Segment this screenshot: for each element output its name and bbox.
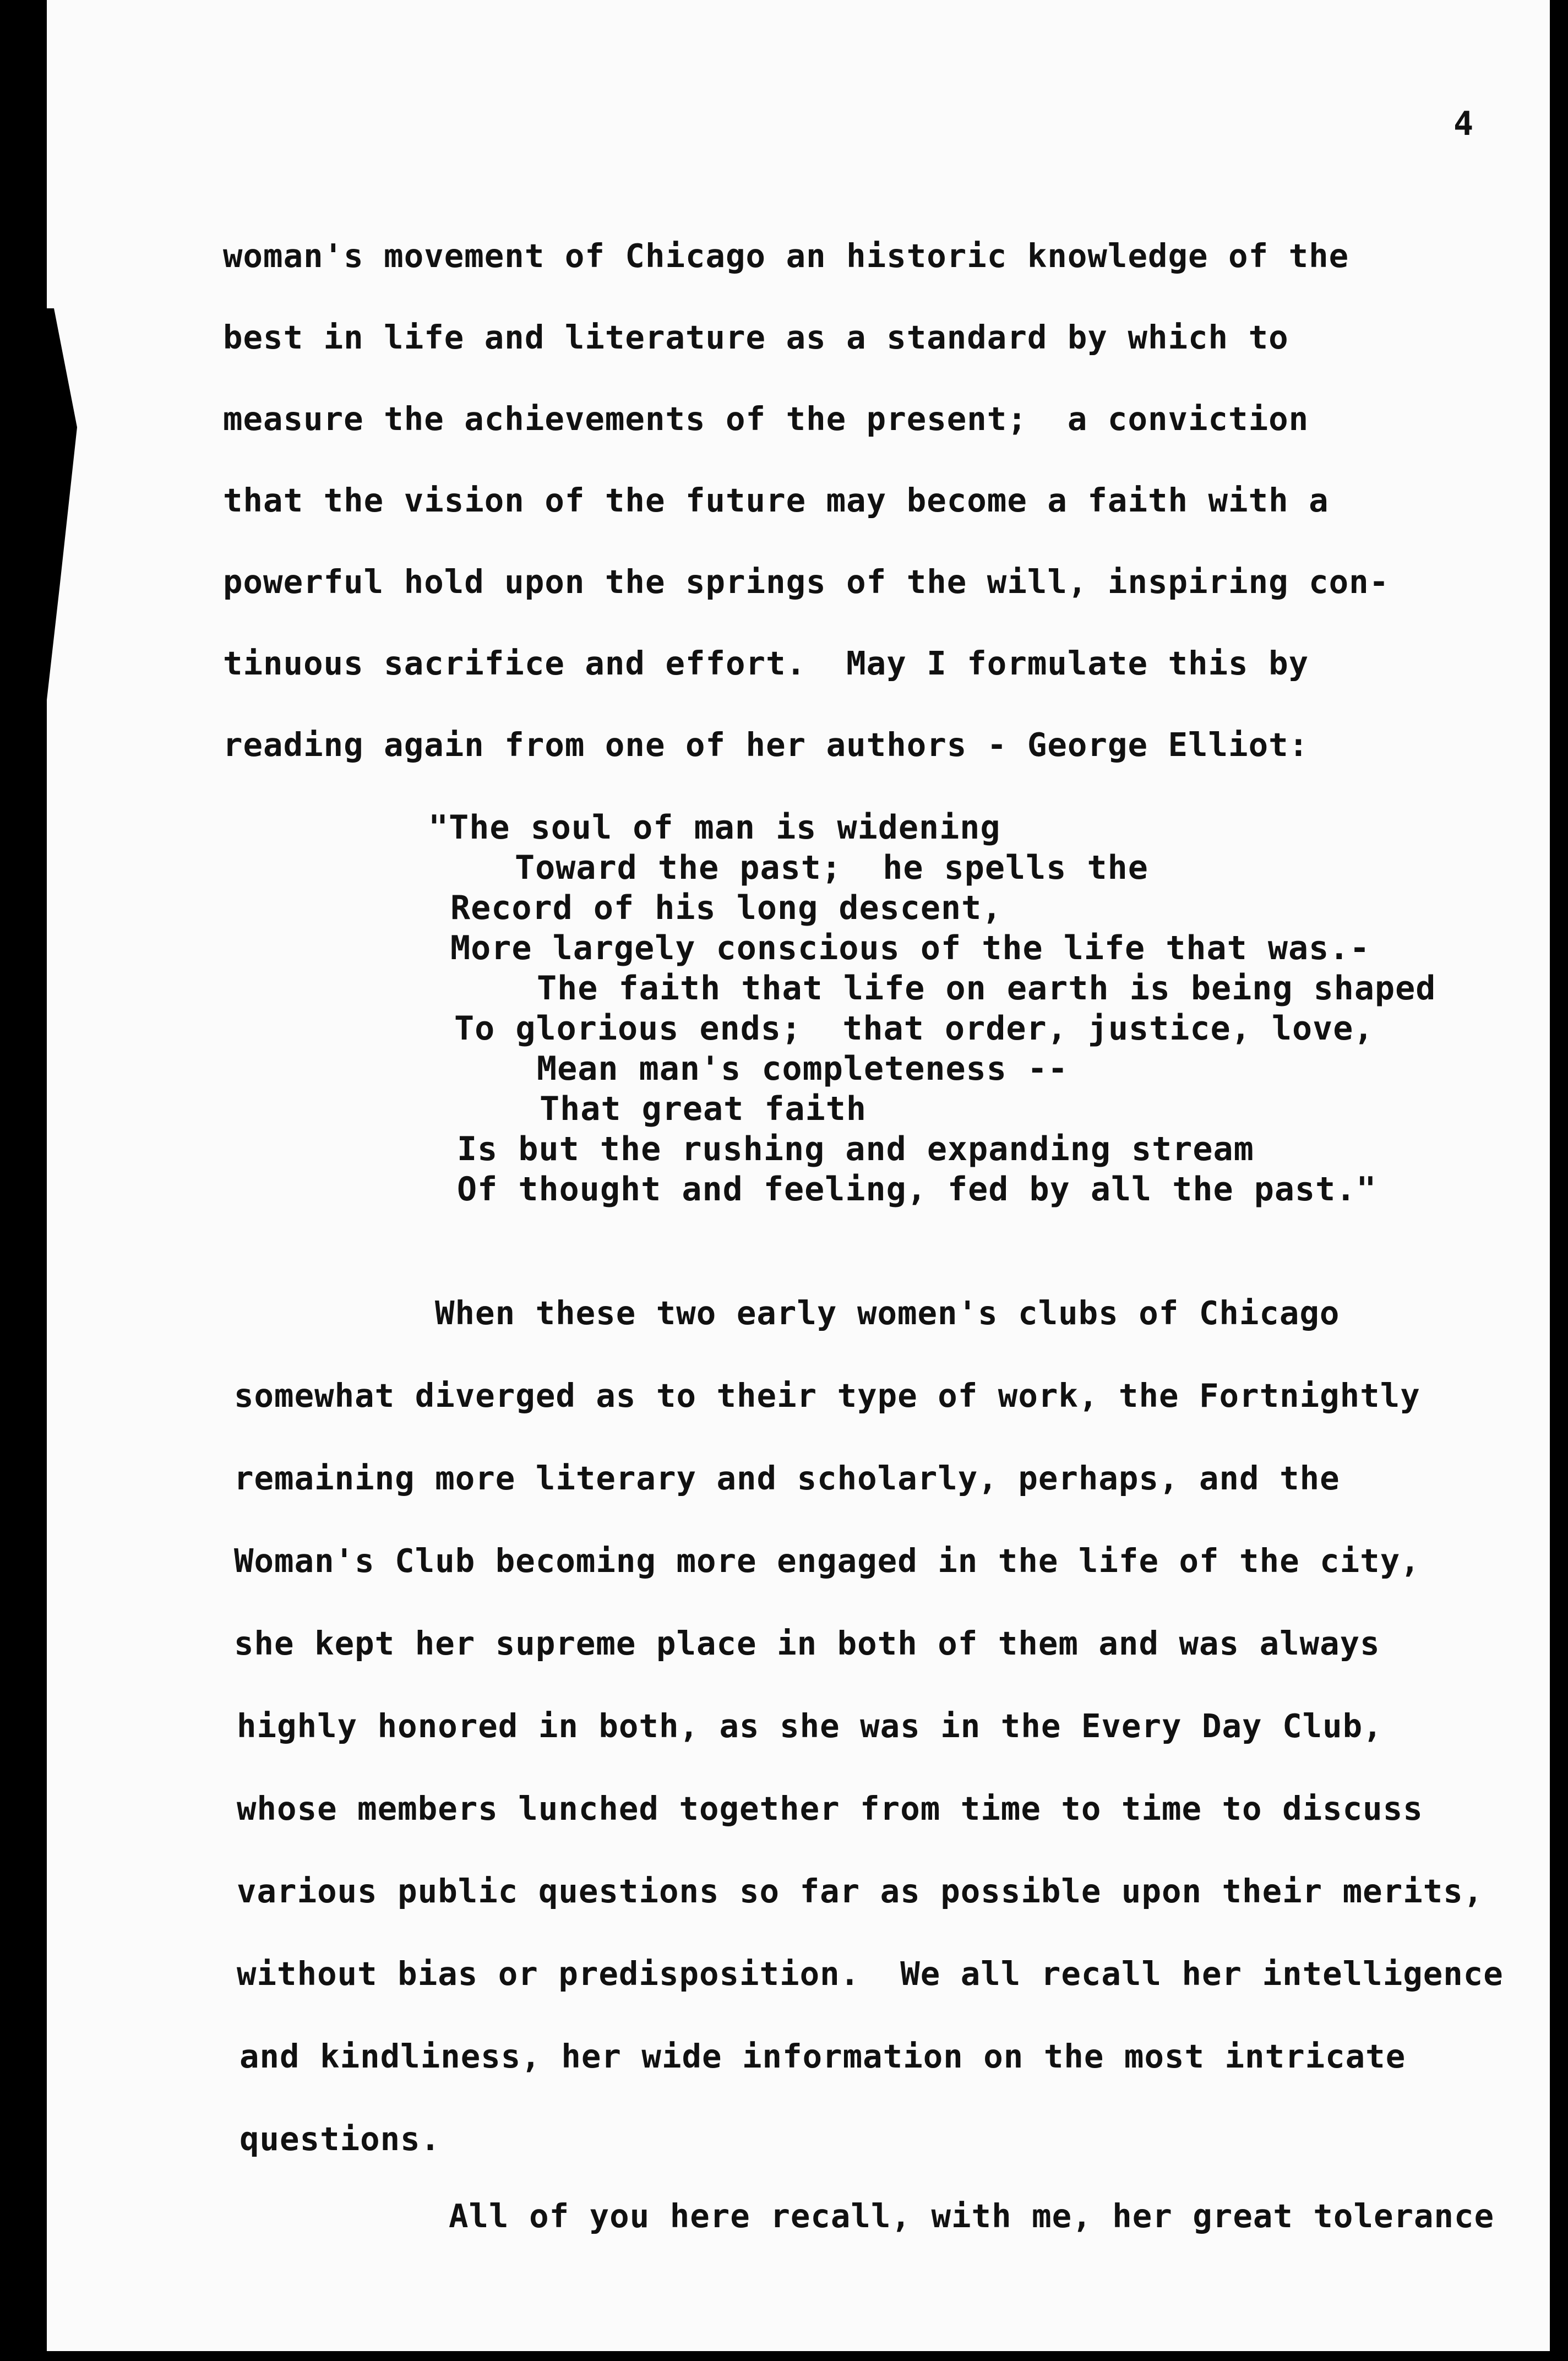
- body-line: measure the achievements of the present; a conviction: [223, 400, 1309, 438]
- page-right-border: [1550, 0, 1568, 2361]
- poem-line: To glorious ends; that order, justice, love,: [454, 1009, 1374, 1048]
- poem-line: More largely conscious of the life that was.-: [450, 929, 1370, 967]
- body-line: highly honored in both, as she was in the Every Day Club,: [237, 1707, 1383, 1745]
- body-line: powerful hold upon the springs of the will, inspiring con-: [223, 563, 1390, 601]
- body-line: she kept her supreme place in both of them and was always: [234, 1624, 1380, 1662]
- body-line: tinuous sacrifice and effort. May I formulate this by: [223, 644, 1309, 682]
- body-line: and kindliness, her wide information on the most intricate: [239, 2037, 1406, 2075]
- page-bottom-border: [0, 2351, 1568, 2361]
- poem-line: That great faith: [540, 1090, 867, 1128]
- body-line: When these two early women's clubs of Chicago: [435, 1294, 1340, 1332]
- body-line: All of you here recall, with me, her great tolerance: [449, 2197, 1495, 2235]
- poem-line: Of thought and feeling, fed by all the past.": [457, 1170, 1377, 1209]
- body-line: whose members lunched together from time to time to discuss: [237, 1789, 1423, 1827]
- body-line: various public questions so far as possible upon their merits,: [237, 1872, 1484, 1910]
- body-line: Woman's Club becoming more engaged in the life of the city,: [234, 1542, 1420, 1580]
- body-line: woman's movement of Chicago an historic knowledge of the: [223, 237, 1349, 275]
- poem-line: The faith that life on earth is being shaped: [537, 969, 1436, 1008]
- body-line: remaining more literary and scholarly, perhaps, and the: [234, 1459, 1340, 1497]
- body-line: reading again from one of her authors - George Elliot:: [223, 726, 1309, 764]
- body-line: somewhat diverged as to their type of work, the Fortnightly: [234, 1377, 1420, 1415]
- poem-line: Toward the past; he spells the: [515, 848, 1148, 887]
- poem-line: Record of his long descent,: [450, 889, 1003, 927]
- body-line: that the vision of the future may become a faith with a: [223, 481, 1329, 519]
- body-line: best in life and literature as a standard by which to: [223, 318, 1289, 356]
- page-number: 4: [1453, 105, 1474, 143]
- poem-line: Mean man's completeness --: [537, 1049, 1069, 1088]
- poem-line: Is but the rushing and expanding stream: [457, 1130, 1254, 1168]
- body-line: questions.: [239, 2120, 441, 2158]
- poem-line: "The soul of man is widening: [428, 808, 1001, 847]
- body-line: without bias or predisposition. We all recall her intelligence: [237, 1955, 1504, 1993]
